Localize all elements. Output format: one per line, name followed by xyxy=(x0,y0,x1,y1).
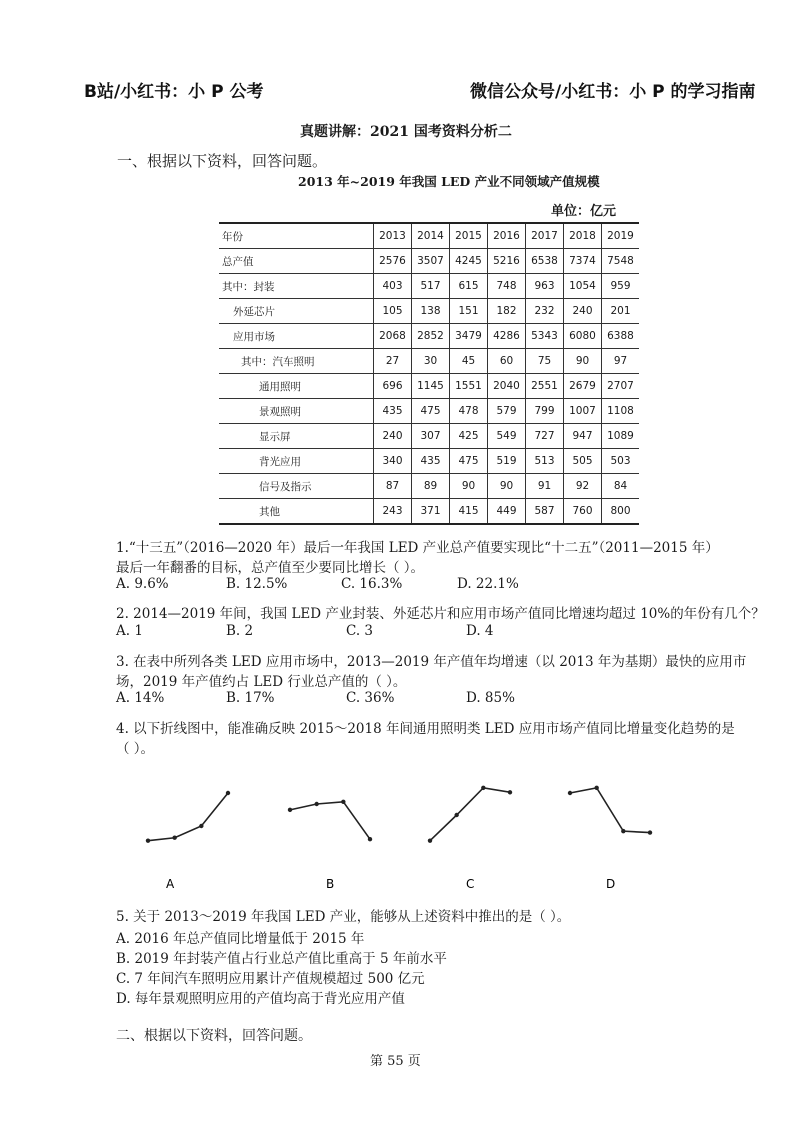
cell: 6080 xyxy=(564,324,602,349)
cell: 4245 xyxy=(450,249,488,274)
option-a[interactable]: A. 1 xyxy=(116,623,143,639)
cell: 517 xyxy=(412,274,450,299)
cell: 449 xyxy=(488,499,526,525)
question-3-text-line2: 场，2019 年产值约占 LED 行业总产值的（ ）。 xyxy=(116,674,407,690)
question-2-text: 2. 2014—2019 年间，我国 LED 产业封装、外延芯片和应用市场产值同比增速均超过 10%的年份有几个？ xyxy=(116,606,765,622)
cell: 947 xyxy=(564,424,602,449)
cell: 6388 xyxy=(602,324,640,349)
cell: 90 xyxy=(564,349,602,374)
chart-point xyxy=(621,829,625,833)
line-chart-options xyxy=(130,770,690,900)
chart-point xyxy=(568,791,572,795)
cell: 505 xyxy=(564,449,602,474)
table-unit: 单位：亿元 xyxy=(551,204,617,219)
chart-point xyxy=(428,838,432,842)
option-c[interactable]: C. 7 年间汽车照明应用累计产值规模超过 500 亿元 xyxy=(116,971,425,987)
cell: 6538 xyxy=(526,249,564,274)
cell: 307 xyxy=(412,424,450,449)
year-cell: 2018 xyxy=(564,223,602,249)
row-label: 通用照明 xyxy=(219,374,374,399)
cell: 748 xyxy=(488,274,526,299)
year-cell: 2016 xyxy=(488,223,526,249)
cell: 2040 xyxy=(488,374,526,399)
cell: 5343 xyxy=(526,324,564,349)
chart-point xyxy=(508,790,512,794)
row-label: 信号及指示 xyxy=(219,474,374,499)
section-1-heading: 一、根据以下资料，回答问题。 xyxy=(117,152,328,170)
cell: 92 xyxy=(564,474,602,499)
cell: 615 xyxy=(450,274,488,299)
cell: 415 xyxy=(450,499,488,525)
chart-point xyxy=(454,813,458,817)
row-label: 景观照明 xyxy=(219,399,374,424)
table-row xyxy=(219,324,639,349)
chart-option-label[interactable]: D xyxy=(606,877,616,891)
cell: 1551 xyxy=(450,374,488,399)
option-b[interactable]: B. 17% xyxy=(226,690,275,706)
cell: 151 xyxy=(450,299,488,324)
cell: 549 xyxy=(488,424,526,449)
cell: 2852 xyxy=(412,324,450,349)
option-b[interactable]: B. 12.5% xyxy=(226,576,288,592)
cell: 45 xyxy=(450,349,488,374)
question-4-text: 4. 以下折线图中，能准确反映 2015～2018 年间通用照明类 LED 应用市场产值同比增量变化趋势的是 xyxy=(116,721,735,737)
option-d[interactable]: D. 每年景观照明应用的产值均高于背光应用产值 xyxy=(116,991,405,1007)
option-a[interactable]: A. 9.6% xyxy=(116,576,169,592)
cell: 371 xyxy=(412,499,450,525)
table-row xyxy=(219,349,639,374)
cell: 475 xyxy=(412,399,450,424)
chart-line-b xyxy=(290,802,370,839)
cell: 799 xyxy=(526,399,564,424)
row-label: 外延芯片 xyxy=(219,299,374,324)
cell: 60 xyxy=(488,349,526,374)
chart-point xyxy=(594,786,598,790)
table-row xyxy=(219,499,639,525)
option-d[interactable]: D. 85% xyxy=(466,690,515,706)
cell: 475 xyxy=(450,449,488,474)
chart-point xyxy=(314,802,318,806)
section-2-heading: 二、根据以下资料，回答问题。 xyxy=(116,1028,312,1044)
option-c[interactable]: C. 3 xyxy=(346,623,374,639)
cell: 425 xyxy=(450,424,488,449)
cell: 90 xyxy=(488,474,526,499)
chart-line-a xyxy=(148,793,228,841)
cell: 182 xyxy=(488,299,526,324)
table-header-row xyxy=(219,223,639,249)
cell: 1145 xyxy=(412,374,450,399)
option-a[interactable]: A. 2016 年总产值同比增量低于 2015 年 xyxy=(116,931,365,947)
chart-point xyxy=(288,808,292,812)
cell: 760 xyxy=(564,499,602,525)
year-cell: 2014 xyxy=(412,223,450,249)
data-table-wrap xyxy=(219,222,639,525)
table-row xyxy=(219,274,639,299)
cell: 201 xyxy=(602,299,640,324)
year-cell: 2015 xyxy=(450,223,488,249)
row-label: 应用市场 xyxy=(219,324,374,349)
chart-point xyxy=(368,837,372,841)
cell: 519 xyxy=(488,449,526,474)
cell: 4286 xyxy=(488,324,526,349)
table-row xyxy=(219,299,639,324)
cell: 2707 xyxy=(602,374,640,399)
cell: 105 xyxy=(374,299,412,324)
cell: 1108 xyxy=(602,399,640,424)
cell: 7374 xyxy=(564,249,602,274)
cell: 587 xyxy=(526,499,564,525)
year-cell: 2019 xyxy=(602,223,640,249)
table-row xyxy=(219,374,639,399)
row-label: 背光应用 xyxy=(219,449,374,474)
cell: 1089 xyxy=(602,424,640,449)
cell: 2576 xyxy=(374,249,412,274)
year-cell: 2013 xyxy=(374,223,412,249)
cell: 2679 xyxy=(564,374,602,399)
cell: 84 xyxy=(602,474,640,499)
table-title: 2013 年~2019 年我国 LED 产业不同领域产值规模 xyxy=(298,174,600,189)
cell: 138 xyxy=(412,299,450,324)
question-3-text: 3. 在表中所列各类 LED 应用市场中，2013—2019 年产值年均增速（以 2013 年为基期）最快的应用市 xyxy=(116,654,747,670)
cell: 30 xyxy=(412,349,450,374)
cell: 2068 xyxy=(374,324,412,349)
chart-option-label[interactable]: B xyxy=(326,877,335,891)
cell: 503 xyxy=(602,449,640,474)
option-c[interactable]: C. 36% xyxy=(346,690,395,706)
cell: 696 xyxy=(374,374,412,399)
row-label: 总产值 xyxy=(219,249,374,274)
question-1 xyxy=(116,537,719,559)
cell: 727 xyxy=(526,424,564,449)
cell: 3507 xyxy=(412,249,450,274)
cell: 3479 xyxy=(450,324,488,349)
cell: 579 xyxy=(488,399,526,424)
row-label: 其他 xyxy=(219,499,374,525)
row-label: 其中：汽车照明 xyxy=(219,349,374,374)
cell: 87 xyxy=(374,474,412,499)
cell: 800 xyxy=(602,499,640,525)
cell: 75 xyxy=(526,349,564,374)
chart-point xyxy=(172,836,176,840)
cell: 435 xyxy=(374,399,412,424)
header-right: 微信公众号/小红书：小 P 的学习指南 xyxy=(470,82,756,102)
header-left: B站/小红书：小 P 公考 xyxy=(84,82,264,102)
table-row xyxy=(219,474,639,499)
chart-point xyxy=(481,786,485,790)
question-text: 最后一年翻番的目标，总产值至少要同比增长（ ）。 xyxy=(116,560,425,576)
cell: 27 xyxy=(374,349,412,374)
cell: 240 xyxy=(564,299,602,324)
page-number: 第 55 页 xyxy=(370,1054,421,1069)
cell: 232 xyxy=(526,299,564,324)
cell: 1007 xyxy=(564,399,602,424)
cell: 435 xyxy=(412,449,450,474)
option-c[interactable]: C. 16.3% xyxy=(341,576,403,592)
cell: 90 xyxy=(450,474,488,499)
option-b[interactable]: B. 2 xyxy=(226,623,254,639)
data-table xyxy=(219,222,639,525)
option-d[interactable]: D. 4 xyxy=(466,623,494,639)
cell: 1054 xyxy=(564,274,602,299)
option-b[interactable]: B. 2019 年封装产值占行业总产值比重高于 5 年前水平 xyxy=(116,951,447,967)
cell: 959 xyxy=(602,274,640,299)
table-row xyxy=(219,449,639,474)
question-5-text: 5. 关于 2013～2019 年我国 LED 产业，能够从上述资料中推出的是（ ）。 xyxy=(116,909,571,925)
option-a[interactable]: A. 14% xyxy=(116,690,165,706)
table-row xyxy=(219,399,639,424)
cell: 340 xyxy=(374,449,412,474)
cell: 2551 xyxy=(526,374,564,399)
row-label: 显示屏 xyxy=(219,424,374,449)
year-cell: 2017 xyxy=(526,223,564,249)
chart-line-d xyxy=(570,788,650,833)
cell: 97 xyxy=(602,349,640,374)
cell: 5216 xyxy=(488,249,526,274)
chart-point xyxy=(341,800,345,804)
cell: 513 xyxy=(526,449,564,474)
cell: 478 xyxy=(450,399,488,424)
cell: 7548 xyxy=(602,249,640,274)
chart-point xyxy=(648,830,652,834)
cell: 89 xyxy=(412,474,450,499)
question-text: 1.“十三五”（2016—2020 年）最后一年我国 LED 产业总产值要实现比“十二五”（2011—2015 年） xyxy=(116,540,719,556)
cell: 91 xyxy=(526,474,564,499)
doc-title: 真题讲解：2021 国考资料分析二 xyxy=(300,124,512,140)
chart-option-label[interactable]: C xyxy=(466,877,475,891)
chart-point xyxy=(226,791,230,795)
option-d[interactable]: D. 22.1% xyxy=(457,576,519,592)
chart-point xyxy=(199,824,203,828)
cell: 963 xyxy=(526,274,564,299)
question-4-text-line2: （ ）。 xyxy=(116,741,155,757)
cell: 403 xyxy=(374,274,412,299)
table-row xyxy=(219,249,639,274)
chart-point xyxy=(146,838,150,842)
cell: 240 xyxy=(374,424,412,449)
cell: 243 xyxy=(374,499,412,525)
table-header-label: 年份 xyxy=(219,223,374,249)
chart-option-label[interactable]: A xyxy=(166,877,175,891)
chart-line-c xyxy=(430,788,510,841)
table-row xyxy=(219,424,639,449)
row-label: 其中：封装 xyxy=(219,274,374,299)
